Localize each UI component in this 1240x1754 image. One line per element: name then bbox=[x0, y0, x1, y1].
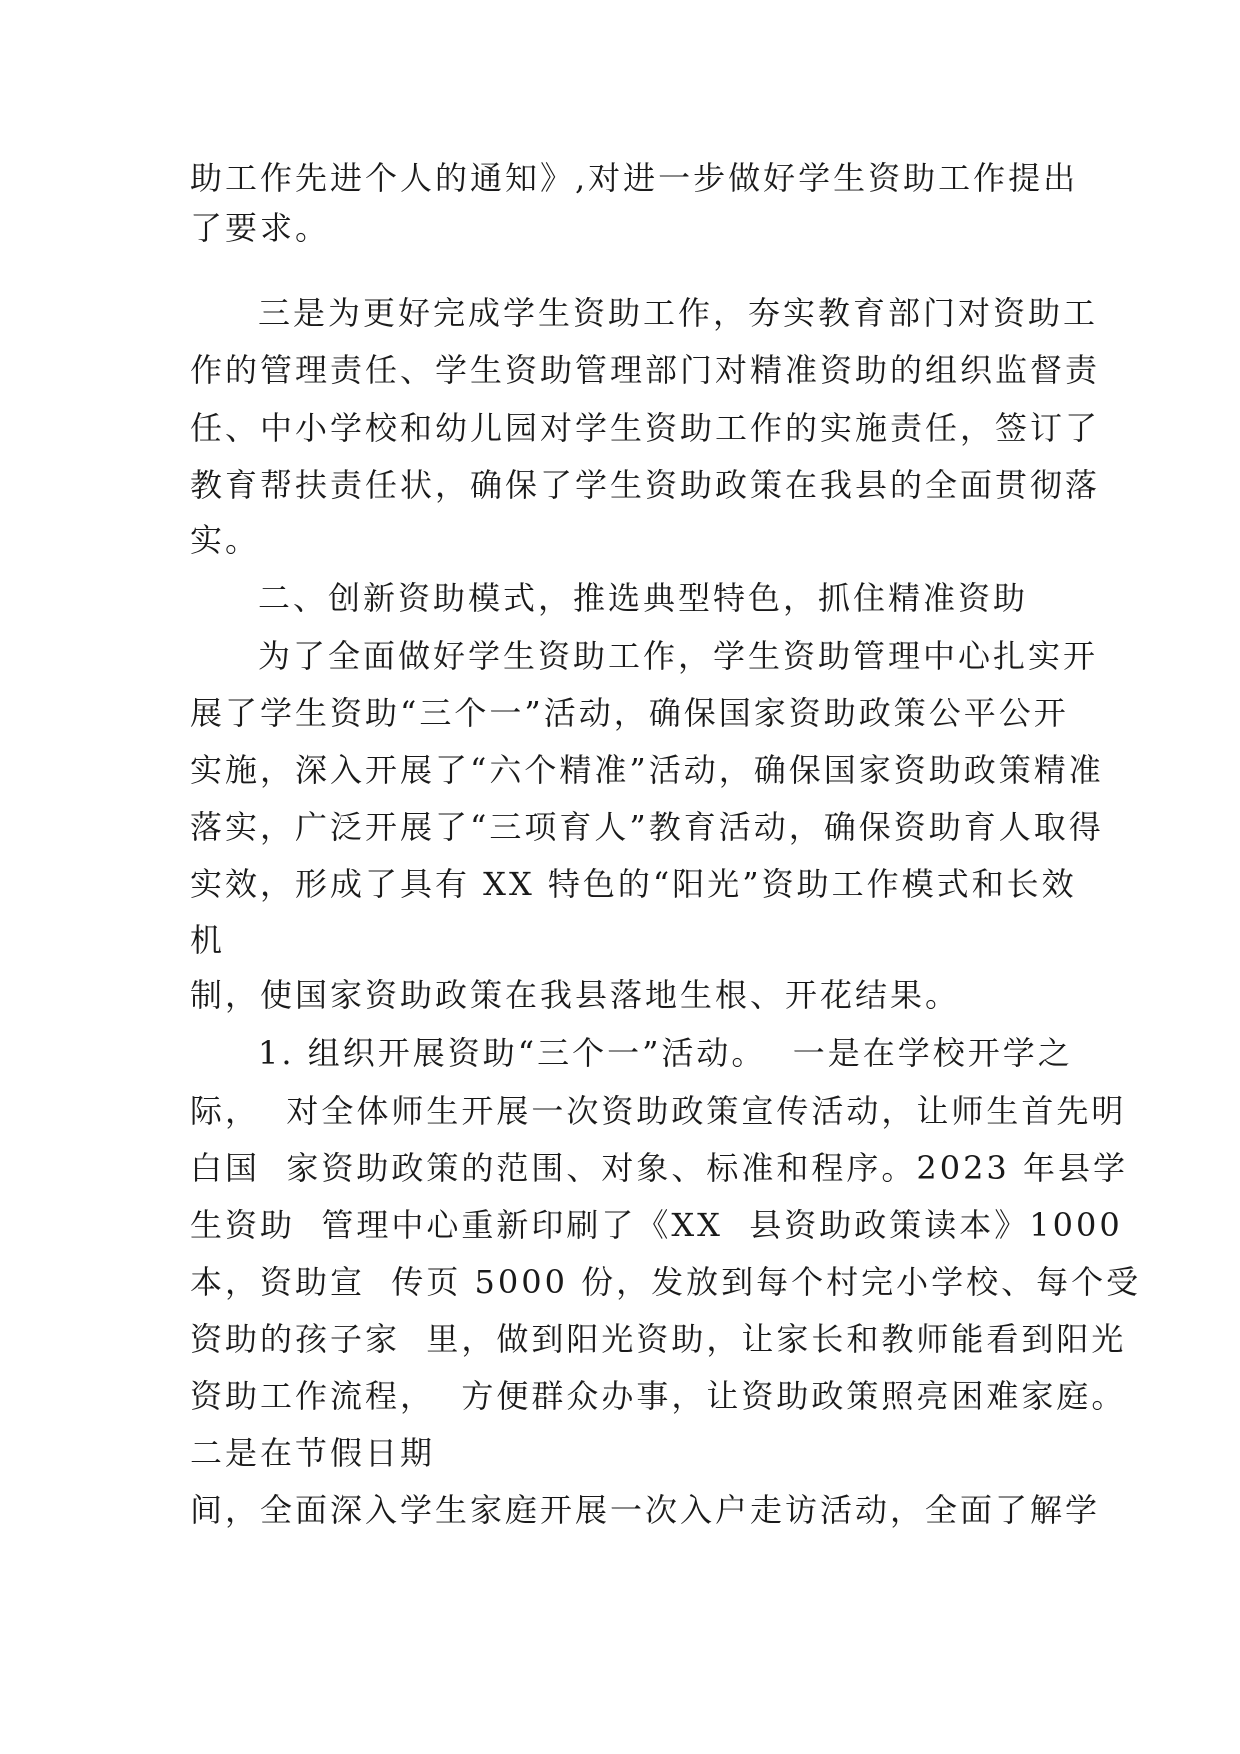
paragraph-5-line-7: 资助工作流程， 方便群众办事，让资助政策照亮困难家庭。 bbox=[190, 1377, 1127, 1415]
paragraph-4-line-3: 实施，深入开展了“六个精准”活动，确保国家资助政策精准 bbox=[190, 751, 1104, 789]
paragraph-5-line-4: 生资助 管理中心重新印刷了《XX 县资助政策读本》1000 bbox=[190, 1206, 1123, 1244]
paragraph-5-line-2: 际， 对全体师生开展一次资助政策宣传活动，让师生首先明 bbox=[190, 1092, 1127, 1130]
text-line-2: 了要求。 bbox=[190, 209, 331, 247]
paragraph-5-line-9: 间，全面深入学生家庭开展一次入户走访活动，全面了解学 bbox=[190, 1491, 1101, 1529]
paragraph-5-line-8: 二是在节假日期 bbox=[190, 1434, 436, 1472]
paragraph-3-line-5: 实。 bbox=[190, 521, 261, 559]
paragraph-4-line-7: 制，使国家资助政策在我县落地生根、开花结果。 bbox=[190, 976, 961, 1014]
text-line-1: 助工作先进个人的通知》,对进一步做好学生资助工作提出 bbox=[190, 159, 1079, 197]
paragraph-4-line-1: 为了全面做好学生资助工作，学生资助管理中心扎实开 bbox=[258, 637, 1099, 675]
paragraph-3-line-2: 作的管理责任、学生资助管理部门对精准资助的组织监督责 bbox=[190, 351, 1101, 389]
paragraph-5-line-5: 本，资助宣 传页 5000 份，发放到每个村完小学校、每个受 bbox=[190, 1263, 1142, 1301]
paragraph-5-line-6: 资助的孩子家 里，做到阳光资助，让家长和教师能看到阳光 bbox=[190, 1320, 1127, 1358]
paragraph-3-line-1: 三是为更好完成学生资助工作，夯实教育部门对资助工 bbox=[258, 294, 1099, 332]
paragraph-5-line-3: 白国 家资助政策的范围、对象、标准和程序。2023 年县学 bbox=[190, 1149, 1128, 1187]
paragraph-4-line-6: 机 bbox=[190, 921, 226, 959]
paragraph-4-line-5: 实效，形成了具有 XX 特色的“阳光”资助工作模式和长效 bbox=[190, 865, 1077, 903]
paragraph-3-line-4: 教育帮扶责任状，确保了学生资助政策在我县的全面贯彻落 bbox=[190, 466, 1101, 504]
paragraph-4-line-2: 展了学生资助“三个一”活动，确保国家资助政策公平公开 bbox=[190, 694, 1069, 732]
paragraph-3-line-3: 任、中小学校和幼儿园对学生资助工作的实施责任，签订了 bbox=[190, 409, 1101, 447]
paragraph-4-line-4: 落实，广泛开展了“三项育人”教育活动，确保资助育人取得 bbox=[190, 808, 1104, 846]
paragraph-5-line-1: 1. 组织开展资助“三个一”活动。 一是在学校开学之 bbox=[258, 1034, 1073, 1072]
section-heading: 二、创新资助模式，推选典型特色，抓住精准资助 bbox=[258, 579, 1029, 617]
